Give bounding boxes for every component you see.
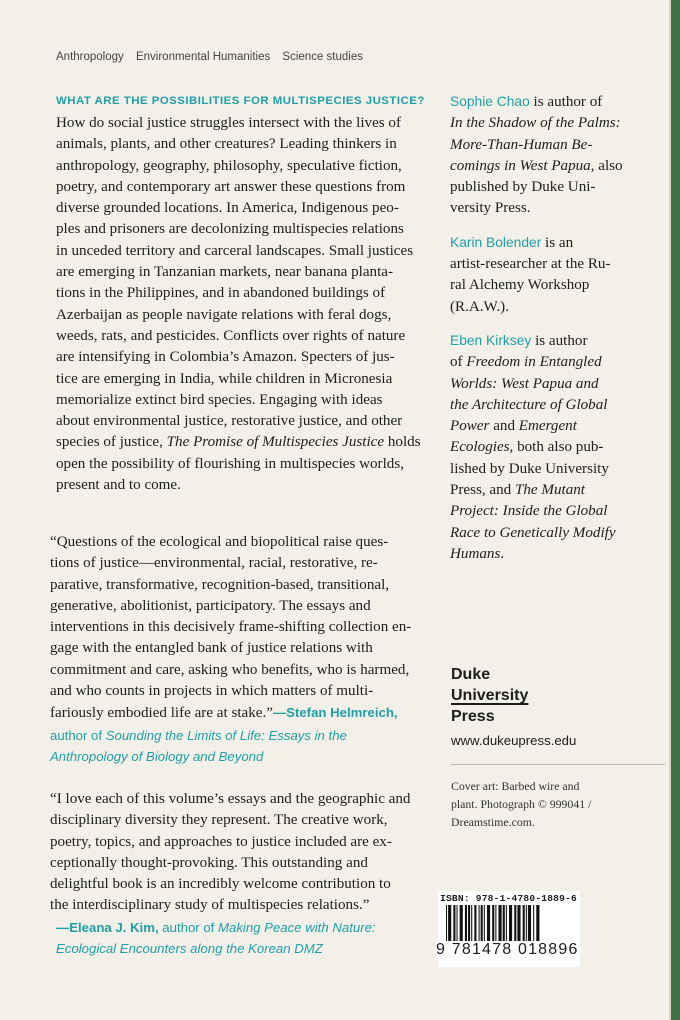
barcode-bar (446, 905, 447, 945)
description-line: present and to come. (56, 477, 181, 494)
quote-line: interventions in this decisively frame-shifting collection en- (50, 619, 412, 636)
bio-text: of (450, 354, 467, 371)
attribution-line (50, 917, 430, 938)
bio-karin-bolender (450, 232, 665, 318)
barcode-bar (468, 905, 470, 945)
bio-text: Press, and (450, 482, 515, 499)
author-name: Eben Kirksey (450, 332, 532, 348)
bio-book-title: Emergent (518, 418, 577, 435)
bio-book-title: the Architecture of Global (450, 396, 608, 413)
barcode-bar (479, 905, 480, 945)
publisher-logo (451, 664, 528, 727)
bio-book-title: Race to Genetically Modify (450, 524, 616, 541)
barcode-bar (492, 905, 494, 945)
attribution-prefix: author of (50, 727, 106, 743)
bio-book-title: Worlds: West Papua and (450, 375, 599, 392)
description-text: holds (384, 434, 421, 451)
bio-line: published by Duke Uni- (450, 179, 596, 196)
bio-sophie-chao (450, 91, 665, 220)
barcode-bars (446, 905, 576, 945)
barcode-bar (517, 905, 520, 945)
quote-line: poetry, topics, and approaches to justice included are ex- (50, 833, 392, 850)
quote-line: and who counts in projects in which matters of multi- (50, 683, 374, 700)
cover-credit-line: Cover art: Barbed wire and (451, 779, 580, 793)
quote-line: parative, transformative, recognition-based, transitional, (50, 576, 390, 593)
bio-book-title: Project: Inside the Global (450, 503, 608, 520)
bio-text: is author (531, 332, 588, 349)
subject-categories (56, 51, 372, 63)
attribution-author: —Stefan Helmreich, (272, 705, 398, 721)
description-line: anthropology, geography, philosophy, speculative fiction, (56, 157, 402, 174)
logo-word: University (451, 687, 529, 704)
bio-book-title: Power (450, 418, 490, 435)
bio-line: artist-researcher at the Ru- (450, 256, 611, 273)
bio-line (450, 416, 665, 437)
quote-line (50, 702, 430, 724)
attribution-line (50, 746, 430, 767)
quote-line: tions of justice—environmental, racial, restorative, re- (50, 555, 378, 572)
barcode-bar (448, 905, 451, 945)
description-line: about environmental justice, restorative justice, and other (56, 413, 403, 430)
barcode-bar (457, 905, 458, 945)
quote-line: the interdisciplinary study of multispecies relations.” (50, 897, 370, 914)
attribution-book: Making Peace with Nature: (218, 919, 376, 935)
bio-line (450, 156, 665, 177)
book-description (56, 113, 428, 496)
barcode-bar (460, 905, 463, 945)
attribution-book: Anthropology of Biology and Beyond (50, 748, 264, 764)
description-heading: WHAT ARE THE POSSIBILITIES FOR MULTISPECIES JUSTICE? (56, 95, 425, 107)
barcode-bar (523, 905, 525, 945)
bio-text: . (500, 545, 505, 562)
description-line: tice are emerging in India, while children in Micronesia (56, 370, 393, 387)
bio-line (450, 113, 665, 134)
quote-line: gage with the entangled bank of justice relations with (50, 640, 373, 657)
barcode-bar (499, 905, 502, 945)
barcode-bar (528, 905, 531, 945)
barcode-bar (474, 905, 476, 945)
subject-environmental-humanities: Environmental Humanities (135, 51, 271, 63)
author-name: Karin Bolender (450, 234, 542, 250)
quote-line: delightful book is an incredibly welcome contribution to (50, 876, 391, 893)
bio-text: , also (590, 157, 623, 174)
book-title: The Promise of Multispecies Justice (166, 434, 385, 451)
description-line (56, 432, 428, 453)
barcode-bar (536, 905, 539, 945)
description-line: open the possibility of flourishing in multispecies worlds, (56, 455, 404, 472)
barcode-bar (509, 905, 512, 945)
quote-line: commitment and care, asking who benefits, who is harmed, (50, 661, 410, 678)
barcode-bar (471, 905, 472, 945)
bio-text: is author of (529, 94, 603, 110)
barcode-digits (436, 941, 579, 959)
description-line: memorialize extinct bird species. Engaging with ideas (56, 391, 383, 408)
description-line: ples and prisoners are decolonizing multispecies relations (56, 221, 404, 238)
subject-anthropology: Anthropology (56, 51, 124, 63)
barcode-bar (526, 905, 527, 945)
spine-edge (671, 0, 680, 1020)
bio-line: lished by Duke University (450, 460, 609, 477)
author-name: Sophie Chao (450, 94, 530, 109)
description-line: Azerbaijan as people navigate relations with feral dogs, (56, 306, 392, 323)
barcode-bar (506, 905, 507, 945)
bio-line (450, 544, 665, 565)
publisher-url: www.dukeupress.edu (451, 733, 577, 748)
description-line: diverse grounded locations. In America, Indigenous peo- (56, 200, 399, 217)
barcode-number: 9 781478 018896 (436, 941, 579, 958)
description-line: animals, plants, and other creatures? Leading thinkers in (56, 136, 397, 153)
barcode-bar (465, 905, 467, 945)
bio-book-title: Freedom in Entangled (466, 354, 602, 371)
bio-line (450, 232, 665, 254)
description-line: How do social justice struggles intersect with the lives of (56, 115, 401, 131)
barcode-bar (533, 905, 534, 945)
description-line: tions in the Philippines, and in abandoned buildings of (56, 285, 386, 302)
logo-word: Press (451, 708, 495, 725)
cover-credit-line: plant. Photograph © 999041 / (451, 797, 592, 811)
author-bios (450, 91, 665, 577)
bio-book-title: The Mutant (514, 482, 585, 499)
bio-line (450, 374, 665, 395)
description-text: species of justice, (56, 434, 167, 451)
subject-science-studies: Science studies (282, 51, 363, 63)
attribution-name (273, 705, 398, 720)
bio-book-title: comings in West Papua (450, 157, 591, 174)
barcode-bar (487, 905, 490, 945)
quote-line: generative, abolitionist, participatory. The essays and (50, 597, 371, 614)
bio-line (450, 437, 665, 458)
barcode-bar (495, 905, 496, 945)
bio-line (450, 330, 665, 352)
bio-line: versity Press. (450, 200, 531, 217)
bio-line (450, 91, 665, 113)
barcode-bar (484, 905, 485, 945)
bio-line (450, 480, 665, 501)
attribution-book: Ecological Encounters along the Korean DMZ (56, 941, 323, 957)
bio-line (450, 501, 665, 522)
bio-line (450, 395, 665, 416)
quote-line: “Questions of the ecological and biopolitical raise ques- (50, 534, 389, 550)
bio-book-title: Humans (450, 545, 501, 562)
bio-text: , both also pub- (509, 439, 604, 456)
logo-word: Duke (451, 666, 491, 683)
quote-line: “I love each of this volume’s essays and the geographic and (50, 791, 411, 807)
description-line: are intensifying in Colombia’s Amazon. Specters of jus- (56, 349, 395, 366)
bio-line (450, 352, 665, 373)
bio-book-title: In the Shadow of the Palms: (450, 115, 621, 132)
cover-credit-line: Dreamstime.com. (451, 815, 535, 829)
attribution-prefix: author of (158, 919, 218, 935)
description-line: poetry, and contemporary art answer these questions from (56, 178, 406, 195)
bio-text: is an (541, 234, 574, 251)
quote-line: disciplinary diversity they represent. The creative work, (50, 812, 388, 829)
bio-book-title: Ecologies (450, 439, 510, 456)
divider (451, 764, 665, 765)
attribution-line (50, 725, 430, 746)
quote-line: ceptionally thought-provoking. This outstanding and (50, 854, 368, 871)
isbn-label: ISBN: 978-1-4780-1889-6 (440, 893, 578, 904)
description-line: in unceded territory and carceral landscapes. Small justices (56, 242, 414, 259)
attribution-book: Sounding the Limits of Life: Essays in the (105, 727, 347, 743)
barcode-bar (481, 905, 483, 945)
bio-line: ral Alchemy Workshop (450, 277, 590, 294)
bio-book-title: More-Than-Human Be- (450, 136, 593, 153)
description-line: weeds, rats, and pesticides. Conflicts over rights of nature (56, 327, 406, 344)
description-line: are emerging in Tanzanian markets, near banana planta- (56, 264, 393, 281)
barcode-bar (453, 905, 455, 945)
barcode-bar (514, 905, 516, 945)
cover-credit (451, 777, 591, 831)
bio-eben-kirksey (450, 330, 665, 565)
endorsement-helmreich (50, 532, 430, 767)
bio-line (450, 523, 665, 544)
attribution-line (50, 938, 430, 959)
bio-line: (R.A.W.). (450, 298, 509, 315)
endorsement-kim (50, 789, 430, 959)
quote-text: fariously embodied life are at stake.” (50, 705, 273, 722)
barcode-bar (503, 905, 505, 945)
attribution-author: —Eleana J. Kim, (56, 919, 159, 935)
bio-text: and (489, 418, 519, 435)
bio-line (450, 135, 665, 156)
